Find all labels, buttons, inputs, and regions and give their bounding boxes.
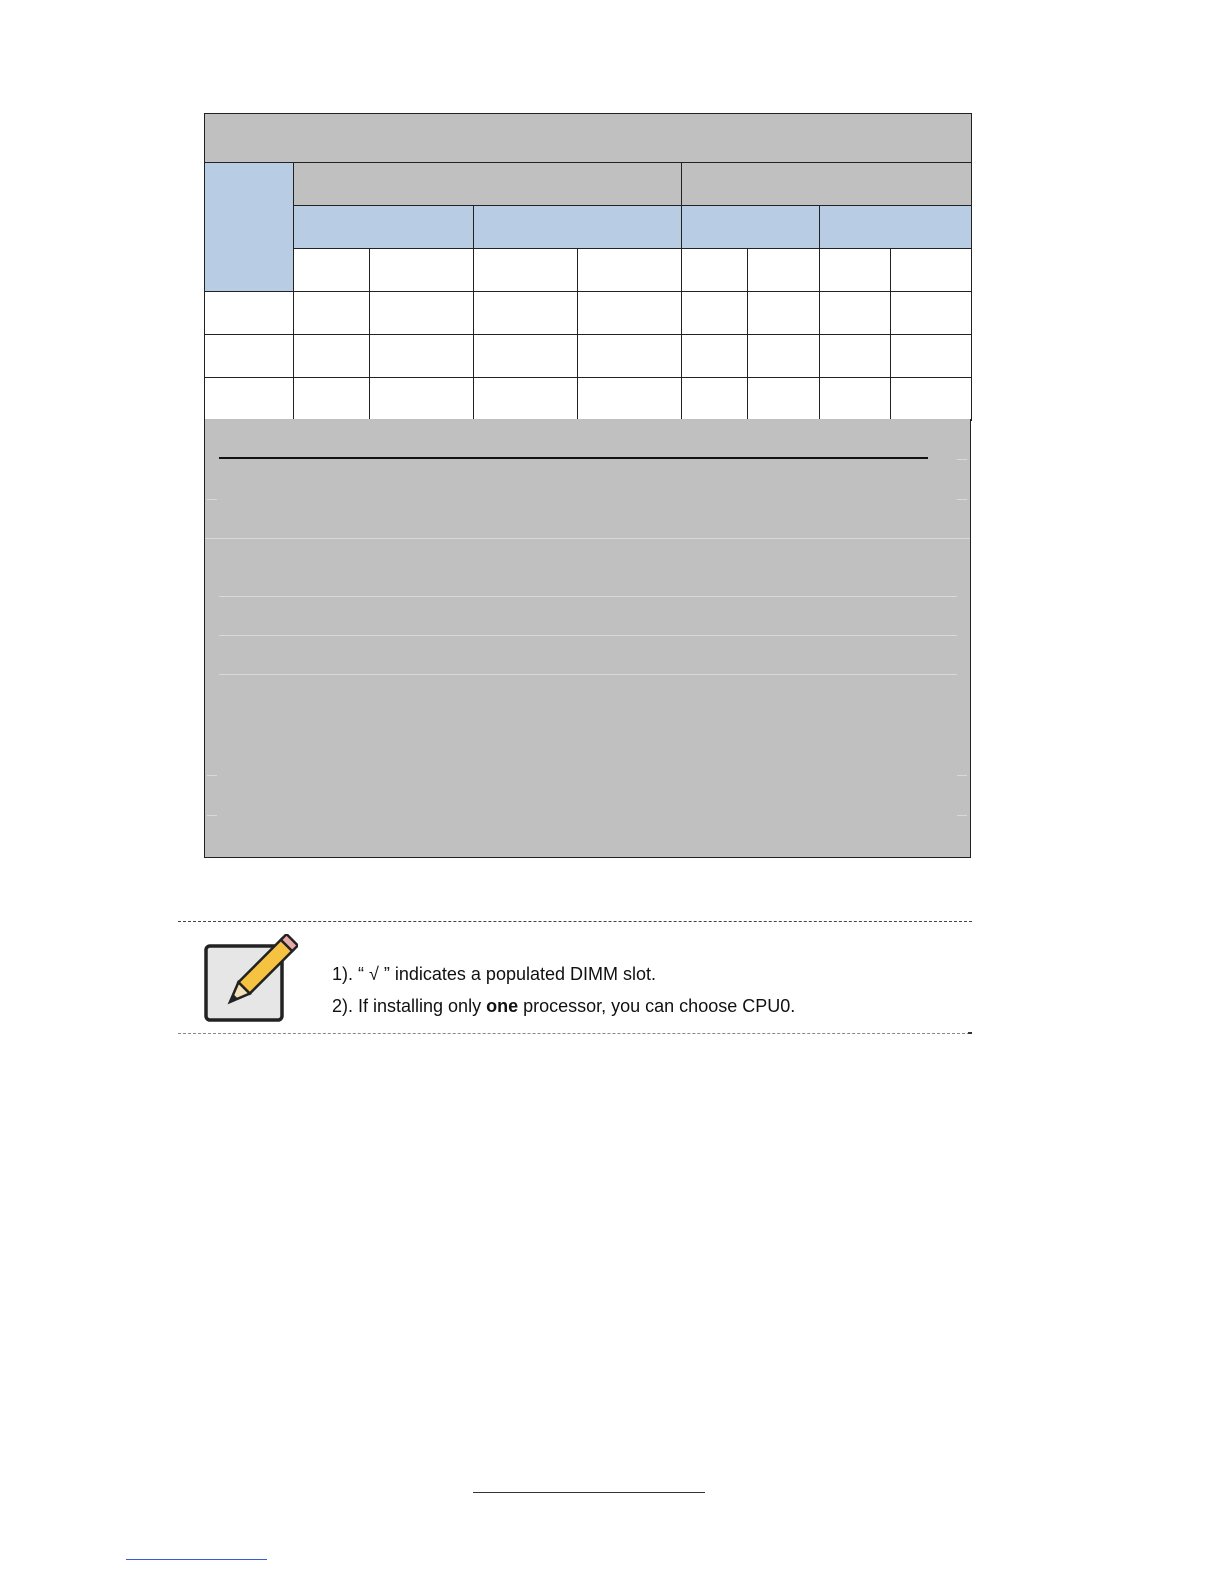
row-header-corner-cell: [205, 163, 294, 292]
note-emphasis: one: [486, 996, 519, 1016]
table-cell: [820, 292, 891, 335]
table-cell: [578, 378, 682, 421]
table-cell: [370, 292, 474, 335]
cpu1-channel-b-header: [820, 206, 972, 249]
slot-header-cell: [682, 249, 748, 292]
table-row: [205, 292, 972, 335]
notes-divider: [219, 596, 957, 597]
notes-tick: [957, 459, 967, 460]
table-cell: [474, 378, 578, 421]
note-single-processor: [332, 996, 795, 1017]
table-cell: [474, 335, 578, 378]
table-cell: [682, 335, 748, 378]
table-row: [205, 378, 972, 421]
row-label-cell: [205, 292, 294, 335]
note-bottom-rule: [178, 1033, 970, 1034]
table-cell: [891, 335, 972, 378]
cpu0-channel-a-header: [294, 206, 474, 249]
cpu1-header-cell: [682, 163, 972, 206]
dimm-population-table: [204, 113, 972, 421]
table-cell: [820, 378, 891, 421]
slot-header-cell: [820, 249, 891, 292]
table-cell: [891, 378, 972, 421]
slot-header-cell: [748, 249, 820, 292]
table-cell: [820, 335, 891, 378]
footer-link-underline[interactable]: [126, 1559, 267, 1560]
cpu0-header-cell: [294, 163, 682, 206]
note-populated-slot: 1). “ √ ” indicates a populated DIMM slot.: [332, 964, 657, 984]
note-text: processor, you can choose CPU0.: [518, 996, 796, 1016]
slot-header-cell: [578, 249, 682, 292]
notes-tick: [207, 499, 217, 500]
table-cell: [748, 378, 820, 421]
notes-tick: [957, 499, 967, 500]
slot-header-cell: [474, 249, 578, 292]
note-bottom-rule-end: [968, 1032, 972, 1034]
table-cell: [370, 378, 474, 421]
notes-divider: [205, 538, 970, 539]
slot-header-cell: [891, 249, 972, 292]
note-top-rule: [178, 921, 972, 922]
note-text: 2). If installing only: [332, 996, 487, 1016]
notes-divider: [219, 674, 957, 675]
cpu1-channel-a-header: [682, 206, 820, 249]
table-cell: [578, 292, 682, 335]
footer-rule: [473, 1492, 705, 1493]
notes-tick: [207, 775, 217, 776]
slot-header-cell: [294, 249, 370, 292]
notes-tick: [957, 775, 967, 776]
table-row: [205, 335, 972, 378]
table-notes-panel: [204, 419, 971, 858]
notes-divider: [219, 635, 957, 636]
slot-header-cell: [370, 249, 474, 292]
table-cell: [891, 292, 972, 335]
cpu0-channel-b-header: [474, 206, 682, 249]
notes-divider: [219, 457, 928, 459]
table-cell: [748, 292, 820, 335]
table-cell: [682, 378, 748, 421]
pencil-icon: [202, 934, 298, 1026]
table-cell: [748, 335, 820, 378]
row-label-cell: [205, 378, 294, 421]
table-cell: [294, 378, 370, 421]
table-cell: [370, 335, 474, 378]
table-cell: [682, 292, 748, 335]
table-title-cell: [205, 114, 972, 163]
notes-tick: [207, 815, 217, 816]
table-cell: [294, 292, 370, 335]
table-cell: [294, 335, 370, 378]
notes-tick: [957, 815, 967, 816]
table-cell: [578, 335, 682, 378]
table-cell: [474, 292, 578, 335]
row-label-cell: [205, 335, 294, 378]
